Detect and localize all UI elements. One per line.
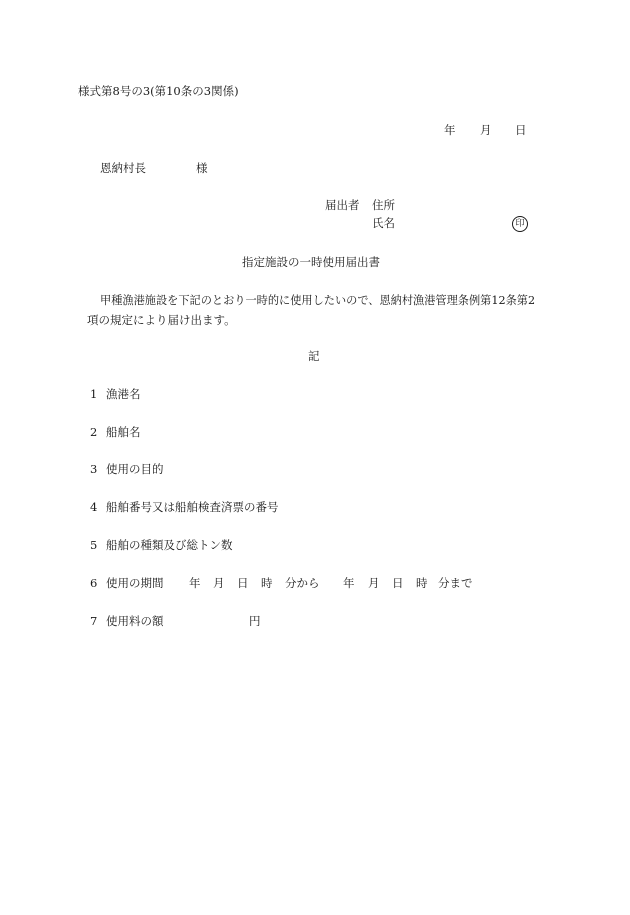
address-label: 住所 [372,198,395,212]
item-number: 6 [90,576,98,590]
note-heading: 記 [308,349,320,363]
document-title: 指定施設の一時使用届出書 [242,255,380,269]
period-to-hour: 時 [416,576,428,590]
item-label: 使用の目的 [106,462,164,476]
item-number: 3 [90,462,98,476]
form-number: 様式第8号の3(第10条の3関係) [78,84,239,98]
period-to-minute: 分まで [438,576,473,590]
item-number: 5 [90,538,98,552]
applicant-label: 届出者 [325,198,360,212]
item-period [90,576,164,590]
date-day: 日 [515,123,527,137]
item-label: 船舶番号又は船舶検査済票の番号 [106,500,279,514]
item-label: 船舶名 [106,425,141,439]
item-purpose [90,462,164,476]
item-number: 4 [90,500,98,514]
period-from-year: 年 [189,576,201,590]
item-number: 1 [90,387,98,401]
period-from-month: 月 [213,576,225,590]
item-label: 使用の期間 [106,576,164,590]
item-vessel-type [90,538,233,552]
date-year: 年 [444,123,456,137]
addressee-name: 恩納村長 [100,161,146,175]
item-vessel-name [90,425,141,439]
name-label: 氏名 [372,216,395,230]
period-to-year: 年 [343,576,355,590]
period-from-day: 日 [237,576,249,590]
item-fishing-port [90,387,141,401]
item-number: 7 [90,614,98,628]
item-fee [90,614,164,628]
seal-icon [512,216,528,232]
addressee-honorific: 様 [196,161,208,175]
period-from-minute: 分から [285,576,320,590]
period-from-hour: 時 [261,576,273,590]
item-label: 使用料の額 [106,614,164,628]
fee-unit: 円 [249,614,261,628]
item-label: 漁港名 [106,387,141,401]
period-to-month: 月 [368,576,380,590]
seal-text: 印 [515,218,525,229]
item-vessel-number [90,500,279,514]
period-to-day: 日 [392,576,404,590]
item-label: 船舶の種類及び総トン数 [106,538,233,552]
item-number: 2 [90,425,98,439]
body-line-1: 甲種漁港施設を下記のとおり一時的に使用したいので、恩納村漁港管理条例第12条第2 [100,294,536,307]
body-line-2: 項の規定により届け出ます。 [87,313,236,327]
date-month: 月 [480,123,492,137]
